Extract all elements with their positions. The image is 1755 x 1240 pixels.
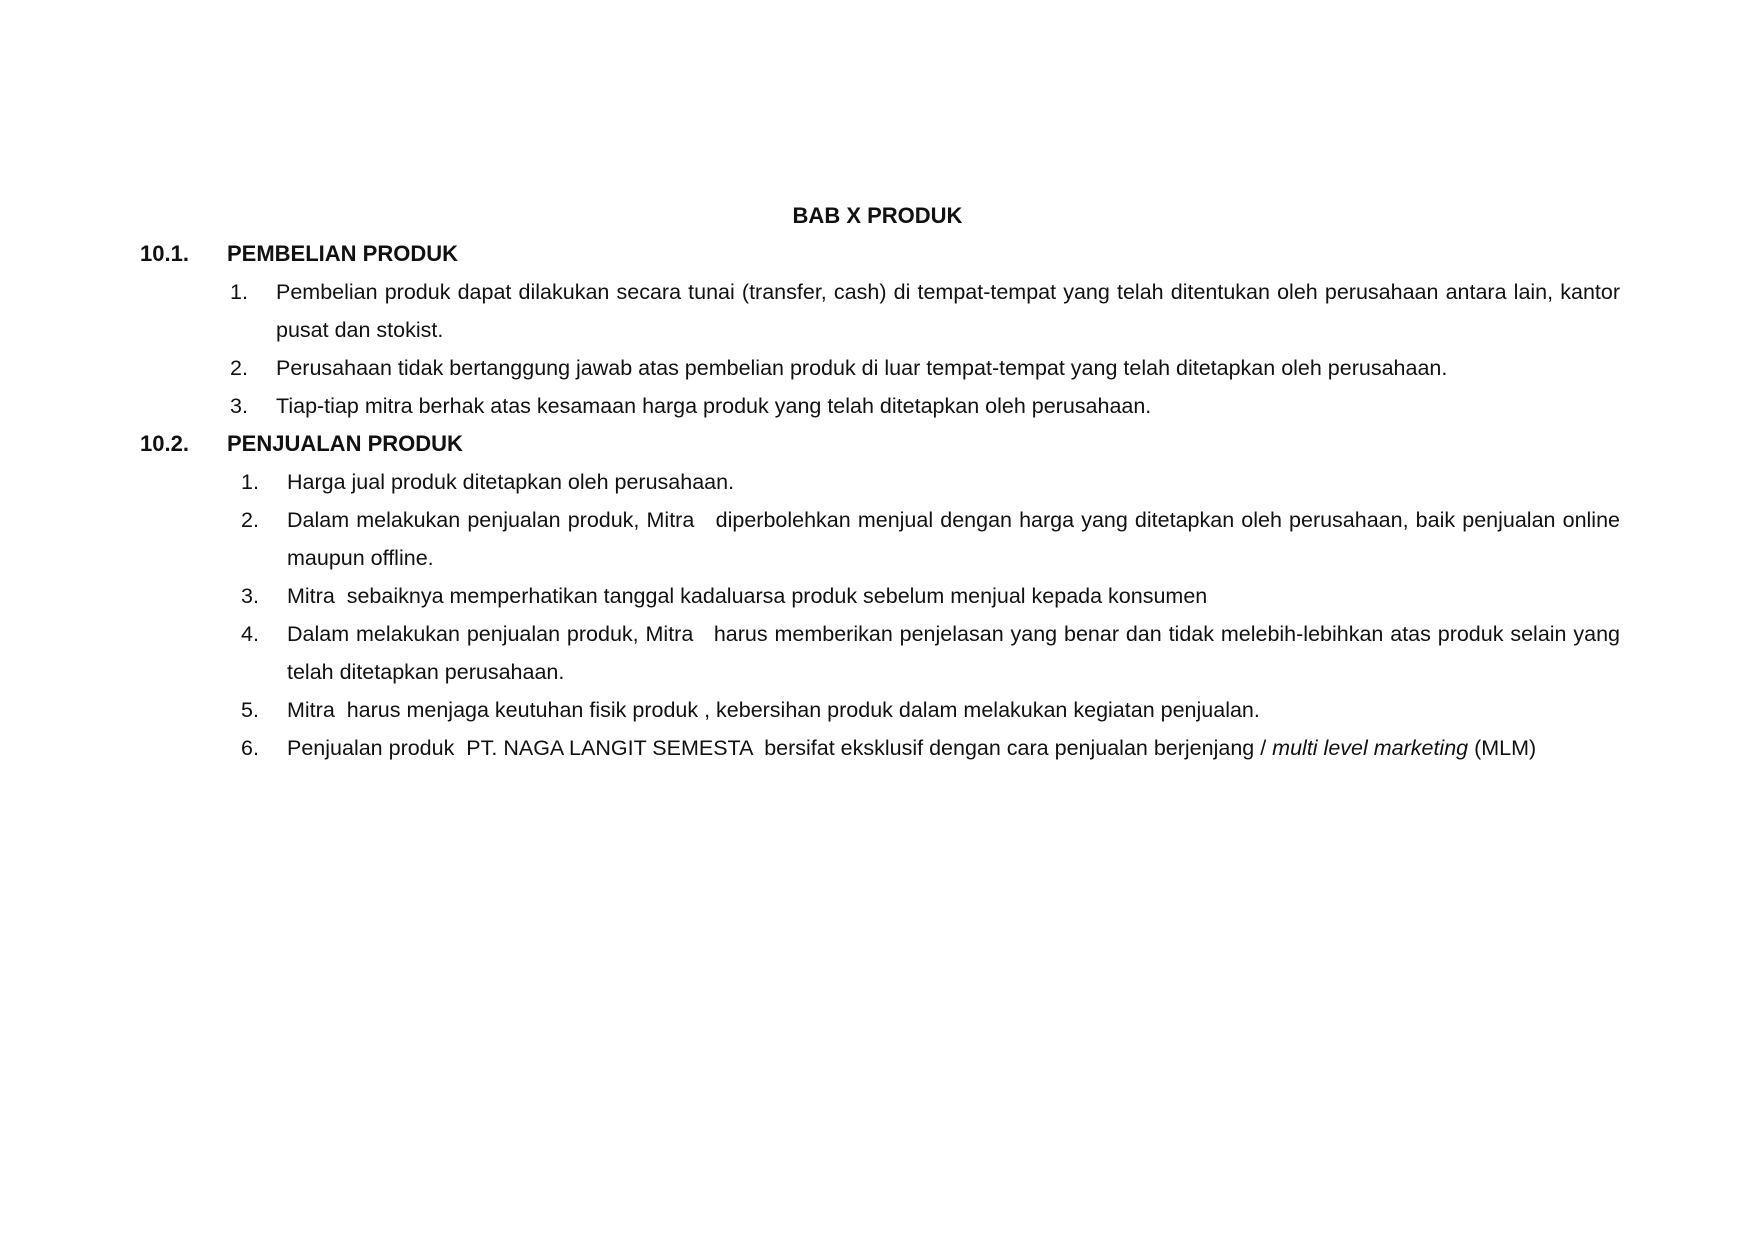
list-item [140,577,1620,615]
section-number: 10.1. [140,241,189,266]
item-text-after: (MLM) [1468,736,1537,760]
chapter-title: BAB X PRODUK [792,203,963,228]
item-number: 1. [230,280,248,304]
item-list [140,463,1626,767]
item-number: 3. [241,584,259,608]
list-item [140,691,1620,729]
list-item [140,501,1626,577]
item-list [140,273,1620,425]
item-text: Perusahaan tidak bertanggung jawab atas pembelian produk di luar tempat-tempat yang telah ditetapkan oleh perusahaan. [276,356,1448,380]
list-item [140,729,1620,767]
item-text: Pembelian produk dapat dilakukan secara tunai (transfer, cash) di tempat-tempat yang telah ditentukan oleh perusahaan antara lain, kantor pusat dan stokist. [276,280,1620,342]
item-text: Harga jual produk ditetapkan oleh perusahaan. [287,470,735,494]
section-title: PEMBELIAN PRODUK [227,241,459,266]
section-heading [140,235,1620,273]
list-item [140,463,1620,501]
item-number: 6. [241,736,259,760]
list-item [140,273,1620,349]
item-text-italic: multi level marketing [1272,736,1469,760]
item-text [287,729,1620,767]
item-number: 3. [230,394,248,418]
section-pembelian-produk [140,235,1620,425]
section-title: PENJUALAN PRODUK [227,431,463,456]
item-text: Tiap-tiap mitra berhak atas kesamaan harga produk yang telah ditetapkan oleh perusahaan. [276,394,1152,418]
section-number: 10.2. [140,431,189,456]
item-text: Mitra harus menjaga keutuhan fisik produk , kebersihan produk dalam melakukan kegiatan penjualan. [287,698,1260,722]
section-heading [140,425,1620,463]
list-item [140,387,1620,425]
section-penjualan-produk [140,425,1626,767]
item-number: 4. [241,622,259,646]
item-text: Mitra sebaiknya memperhatikan tanggal kadaluarsa produk sebelum menjual kepada konsumen [287,584,1208,608]
list-item [140,349,1620,387]
item-number: 1. [241,470,259,494]
item-text-before: Penjualan produk PT. NAGA LANGIT SEMESTA bersifat eksklusif dengan cara penjualan berjenjang / [287,736,1273,760]
item-text: Dalam melakukan penjualan produk, Mitra harus memberikan penjelasan yang benar dan tidak melebih-lebihkan atas produk selain yang telah ditetapkan perusahaan. [287,622,1626,684]
item-number: 5. [241,698,259,722]
item-number: 2. [230,356,248,380]
list-item [140,615,1626,691]
item-number: 2. [241,508,259,532]
item-text: Dalam melakukan penjualan produk, Mitra diperbolehkan menjual dengan harga yang ditetapkan oleh perusahaan, baik penjualan online maupun offline. [287,508,1626,570]
